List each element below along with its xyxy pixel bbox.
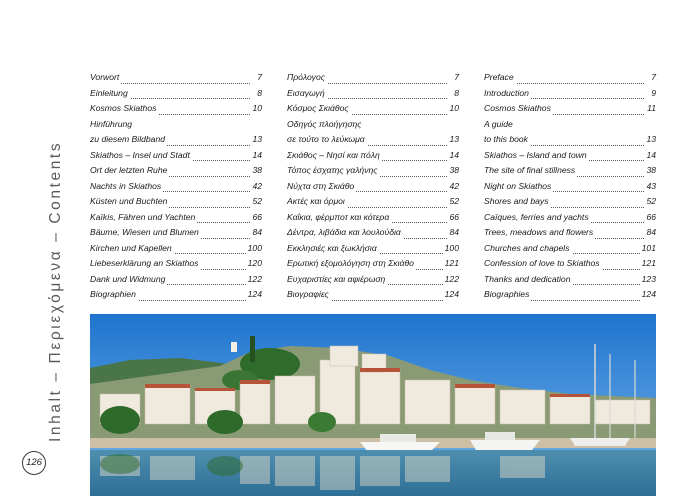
- toc-entry-title: Βιογραφίες: [287, 287, 331, 303]
- toc-entry-page: 84: [644, 225, 656, 241]
- toc-entry-title: A guide: [484, 117, 515, 133]
- toc-entry-page: 38: [250, 163, 262, 179]
- toc-entry: [287, 101, 459, 117]
- toc-entry: [90, 287, 262, 303]
- toc-entry-page: 38: [447, 163, 459, 179]
- toc-entry-page: 52: [644, 194, 656, 210]
- toc-entry-title: Εκκλησιές και ξωκλήσια: [287, 241, 379, 257]
- toc-entry-page: 123: [640, 272, 656, 288]
- toc-column-german: [90, 70, 262, 303]
- toc-entry-title: Cosmos Skiathos: [484, 101, 553, 117]
- toc-entry-page: 100: [246, 241, 262, 257]
- toc-entry-page: 9: [649, 86, 656, 102]
- toc-entry: [484, 117, 656, 148]
- toc-entry: [287, 86, 459, 102]
- toc-entry: [90, 272, 262, 288]
- toc-entry-title: Skiathos – Insel und Stadt: [90, 148, 192, 164]
- toc-entry-title: Dank und Widmung: [90, 272, 167, 288]
- toc-entry: [287, 272, 459, 288]
- toc-entry-title: Kosmos Skiathos: [90, 101, 158, 117]
- toc-entry-title: Νύχτα στη Σκιάθο: [287, 179, 356, 195]
- toc-entry: [484, 86, 656, 102]
- toc-entry: [90, 194, 262, 210]
- toc-entry: [287, 70, 459, 86]
- toc-entry-page: 7: [452, 70, 459, 86]
- toc-entry-page: 38: [644, 163, 656, 179]
- toc-entry-page: 124: [640, 287, 656, 303]
- toc-entry-title: Τόπος έσχατης γαλήνης: [287, 163, 379, 179]
- toc-entry-title: Thanks and dedication: [484, 272, 572, 288]
- toc-entry: [484, 148, 656, 164]
- toc-entry: [90, 117, 262, 148]
- toc-entry: [90, 210, 262, 226]
- toc-entry-title: Kaïkis, Fähren und Yachten: [90, 210, 197, 226]
- toc-entry-title: Ort der letzten Ruhe: [90, 163, 169, 179]
- toc-entry: [287, 194, 459, 210]
- toc-entry-page: 42: [447, 179, 459, 195]
- toc-entry-title: Liebeserklärung an Skiathos: [90, 256, 200, 272]
- toc-entry-page: 100: [443, 241, 459, 257]
- toc-entry: [484, 225, 656, 241]
- toc-entry: [287, 287, 459, 303]
- toc-entry-page: 120: [246, 256, 262, 272]
- toc-entry: [484, 163, 656, 179]
- toc-entry-title: Trees, meadows and flowers: [484, 225, 595, 241]
- toc-entry-page: 84: [447, 225, 459, 241]
- toc-entry-title: Introduction: [484, 86, 531, 102]
- toc-entry-page: 13: [644, 132, 656, 148]
- toc-entry-title: Ερωτική εξομολόγηση στη Σκιάθο: [287, 256, 416, 272]
- toc-entry-title: Ευχαριστίες και αφιέρωση: [287, 272, 387, 288]
- toc-entry-page: 84: [250, 225, 262, 241]
- toc-entry-title: Κόσμος Σκιάθος: [287, 101, 351, 117]
- toc-entry-title: Einleitung: [90, 86, 130, 102]
- toc-entry: [287, 117, 459, 148]
- toc-entry: [90, 241, 262, 257]
- toc-entry-title: Shores and bays: [484, 194, 551, 210]
- toc-entry-page: 8: [452, 86, 459, 102]
- toc-entry: [484, 194, 656, 210]
- page-number: 126: [22, 451, 46, 475]
- toc-entry-title: Biographien: [90, 287, 138, 303]
- toc-entry: [484, 70, 656, 86]
- toc-entry-title: Churches and chapels: [484, 241, 572, 257]
- toc-entry-title: to this book: [484, 132, 530, 148]
- harbour-illustration: [90, 314, 656, 496]
- toc-entry-title: Εισαγωγή: [287, 86, 327, 102]
- toc-entry: [90, 86, 262, 102]
- toc-entry-page: 14: [644, 148, 656, 164]
- toc-entry-title: σε τούτο το λεύκωμα: [287, 132, 367, 148]
- toc-entry: [90, 225, 262, 241]
- toc-entry-page: 14: [447, 148, 459, 164]
- toc-entry-page: 122: [443, 272, 459, 288]
- toc-entry: [287, 256, 459, 272]
- toc-entry-title: The site of final stillness: [484, 163, 577, 179]
- toc-entry-title: zu diesem Bildband: [90, 132, 167, 148]
- contents-vertical-title: Inhalt – Περιεχόμενα – Contents: [47, 140, 64, 442]
- toc-entry: [287, 241, 459, 257]
- toc-entry-page: 7: [255, 70, 262, 86]
- toc-entry-page: 13: [447, 132, 459, 148]
- toc-entry: [484, 287, 656, 303]
- toc-entry-page: 121: [443, 256, 459, 272]
- toc-entry-title: Caïques, ferries and yachts: [484, 210, 591, 226]
- toc-entry-title: Vorwort: [90, 70, 121, 86]
- toc-entry-page: 10: [447, 101, 459, 117]
- toc-entry-title: Ακτές και όρμοι: [287, 194, 347, 210]
- toc-entry: [287, 163, 459, 179]
- toc-entry: [484, 179, 656, 195]
- toc-entry-page: 66: [644, 210, 656, 226]
- toc-entry: [90, 70, 262, 86]
- toc-entry: [90, 256, 262, 272]
- toc-entry-title: Preface: [484, 70, 516, 86]
- toc-entry-title: Biographies: [484, 287, 531, 303]
- toc-entry-page: 101: [640, 241, 656, 257]
- toc-entry-page: 121: [640, 256, 656, 272]
- toc-column-greek: [287, 70, 459, 303]
- toc-column-english: [484, 70, 656, 303]
- toc-entry-title: Küsten und Buchten: [90, 194, 169, 210]
- toc-entry-title: Πρόλογος: [287, 70, 327, 86]
- harbour-town-photo: [90, 314, 656, 496]
- toc-entry-page: 11: [645, 101, 656, 117]
- toc-entry-page: 7: [649, 70, 656, 86]
- toc-entry: [90, 179, 262, 195]
- toc-entry-page: 66: [447, 210, 459, 226]
- toc-entry-page: 43: [644, 179, 656, 195]
- toc-entry-title: Night on Skiathos: [484, 179, 553, 195]
- toc-entry-title: Καΐκια, φέρμποτ και κότερα: [287, 210, 391, 226]
- toc-entry-title: Confession of love to Skiathos: [484, 256, 602, 272]
- toc-entry: [287, 210, 459, 226]
- toc-entry-page: 124: [443, 287, 459, 303]
- toc-entry-page: 14: [250, 148, 262, 164]
- toc-entry: [287, 148, 459, 164]
- toc-entry: [484, 241, 656, 257]
- toc-entry: [484, 210, 656, 226]
- toc-entry-page: 13: [250, 132, 262, 148]
- toc-entry-title: Bäume, Wiesen und Blumen: [90, 225, 201, 241]
- toc-entry-page: 52: [447, 194, 459, 210]
- toc-entry: [90, 148, 262, 164]
- toc-entry-title: Hinführung: [90, 117, 134, 133]
- toc-entry-page: 66: [250, 210, 262, 226]
- toc-entry-page: 8: [255, 86, 262, 102]
- toc-entry: [287, 179, 459, 195]
- toc-entry-title: Skiathos – Island and town: [484, 148, 589, 164]
- toc-entry: [484, 256, 656, 272]
- toc-entry-page: 122: [246, 272, 262, 288]
- toc-entry-page: 124: [246, 287, 262, 303]
- toc-entry: [90, 163, 262, 179]
- toc-entry: [287, 225, 459, 241]
- toc-entry: [484, 272, 656, 288]
- toc-entry: [90, 101, 262, 117]
- toc-entry-title: Οδηγός πλοήγησης: [287, 117, 364, 133]
- toc-entry-page: 42: [250, 179, 262, 195]
- toc-entry-title: Σκιάθος – Νησί και πόλη: [287, 148, 382, 164]
- toc-entry: [484, 101, 656, 117]
- toc-entry-title: Nachts in Skiathos: [90, 179, 163, 195]
- toc-entry-page: 10: [250, 101, 262, 117]
- toc-entry-page: 52: [250, 194, 262, 210]
- toc-entry-title: Kirchen und Kapellen: [90, 241, 174, 257]
- toc-entry-title: Δέντρα, λιβάδια και λουλούδια: [287, 225, 403, 241]
